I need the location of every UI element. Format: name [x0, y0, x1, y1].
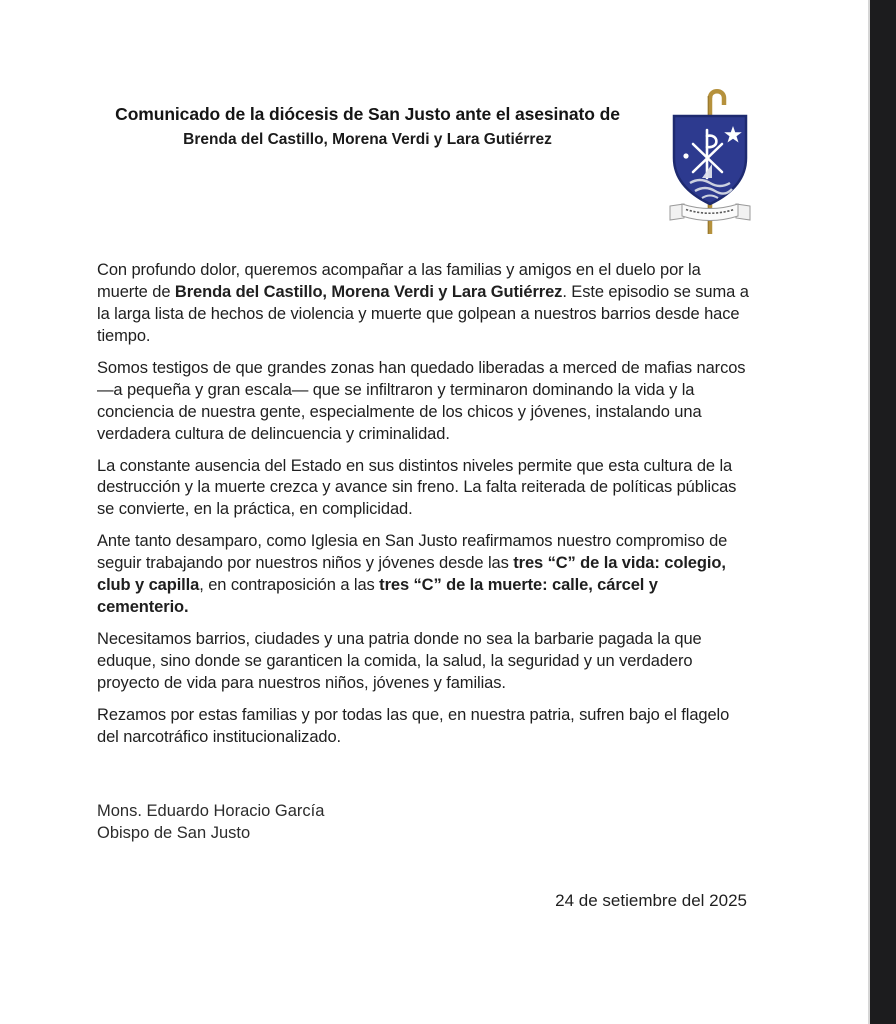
- paragraph: Rezamos por estas familias y por todas las que, en nuestra patria, sufren bajo el flagelo del narcotráfico institucionalizado.: [97, 705, 730, 746]
- paragraph: La constante ausencia del Estado en sus distintos niveles permite que esta cultura de la destrucción y la muerte crezca y avance sin freno. La falta reiterada de políticas públicas se convierte, en la práctica, en complicidad.: [97, 456, 737, 519]
- document-title: Comunicado de la diócesis de San Justo ante el asesinato de: [115, 104, 620, 124]
- document-subtitle: Brenda del Castillo, Morena Verdi y Lara Gutiérrez: [183, 130, 552, 148]
- document-date: 24 de setiembre del 2025: [555, 890, 747, 910]
- document-header: [40, 103, 695, 149]
- paragraph: Somos testigos de que grandes zonas han quedado liberadas a merced de mafias narcos —a pequeña y gran escala— que se infiltraron y terminaron dominando la vida y la conciencia de nuestra gente, especialmente de los chicos y jóvenes, instalando una verdadera cultura de delincuencia y criminalidad.: [97, 358, 746, 443]
- signature-name: Mons. Eduardo Horacio García: [97, 801, 325, 820]
- paragraph: Con profundo dolor, queremos acompañar a las familias y amigos en el duelo por la muerte de Brenda del Castillo, Morena Verdi y Lara Gutiérrez. Este episodio se suma a la larga lista de hechos de violencia y muerte que golpean a nuestros barrios desde hace tiempo.: [97, 261, 749, 345]
- paragraph: Necesitamos barrios, ciudades y una patria donde no sea la barbarie pagada la que eduque, sino donde se garanticen la comida, la salud, la seguridad y un verdadero proyecto de vida para nuestros niños, jóvenes y familias.: [97, 630, 702, 692]
- signature-block: [97, 801, 749, 845]
- document-body: [97, 260, 749, 911]
- dot-icon: [683, 153, 688, 158]
- signature-role: Obispo de San Justo: [97, 823, 251, 842]
- paragraphs: [97, 260, 749, 749]
- paragraph: Ante tanto desamparo, como Iglesia en San Justo reafirmamos nuestro compromiso de seguir trabajando por nuestros niños y jóvenes desde las tres “C” de la vida: colegio, club y capilla, en contraposición a las tres “C” de la muerte: calle, cárcel y cementerio.: [97, 532, 728, 617]
- scan-edge-band: [868, 0, 896, 1024]
- diocese-crest-icon: [660, 86, 760, 238]
